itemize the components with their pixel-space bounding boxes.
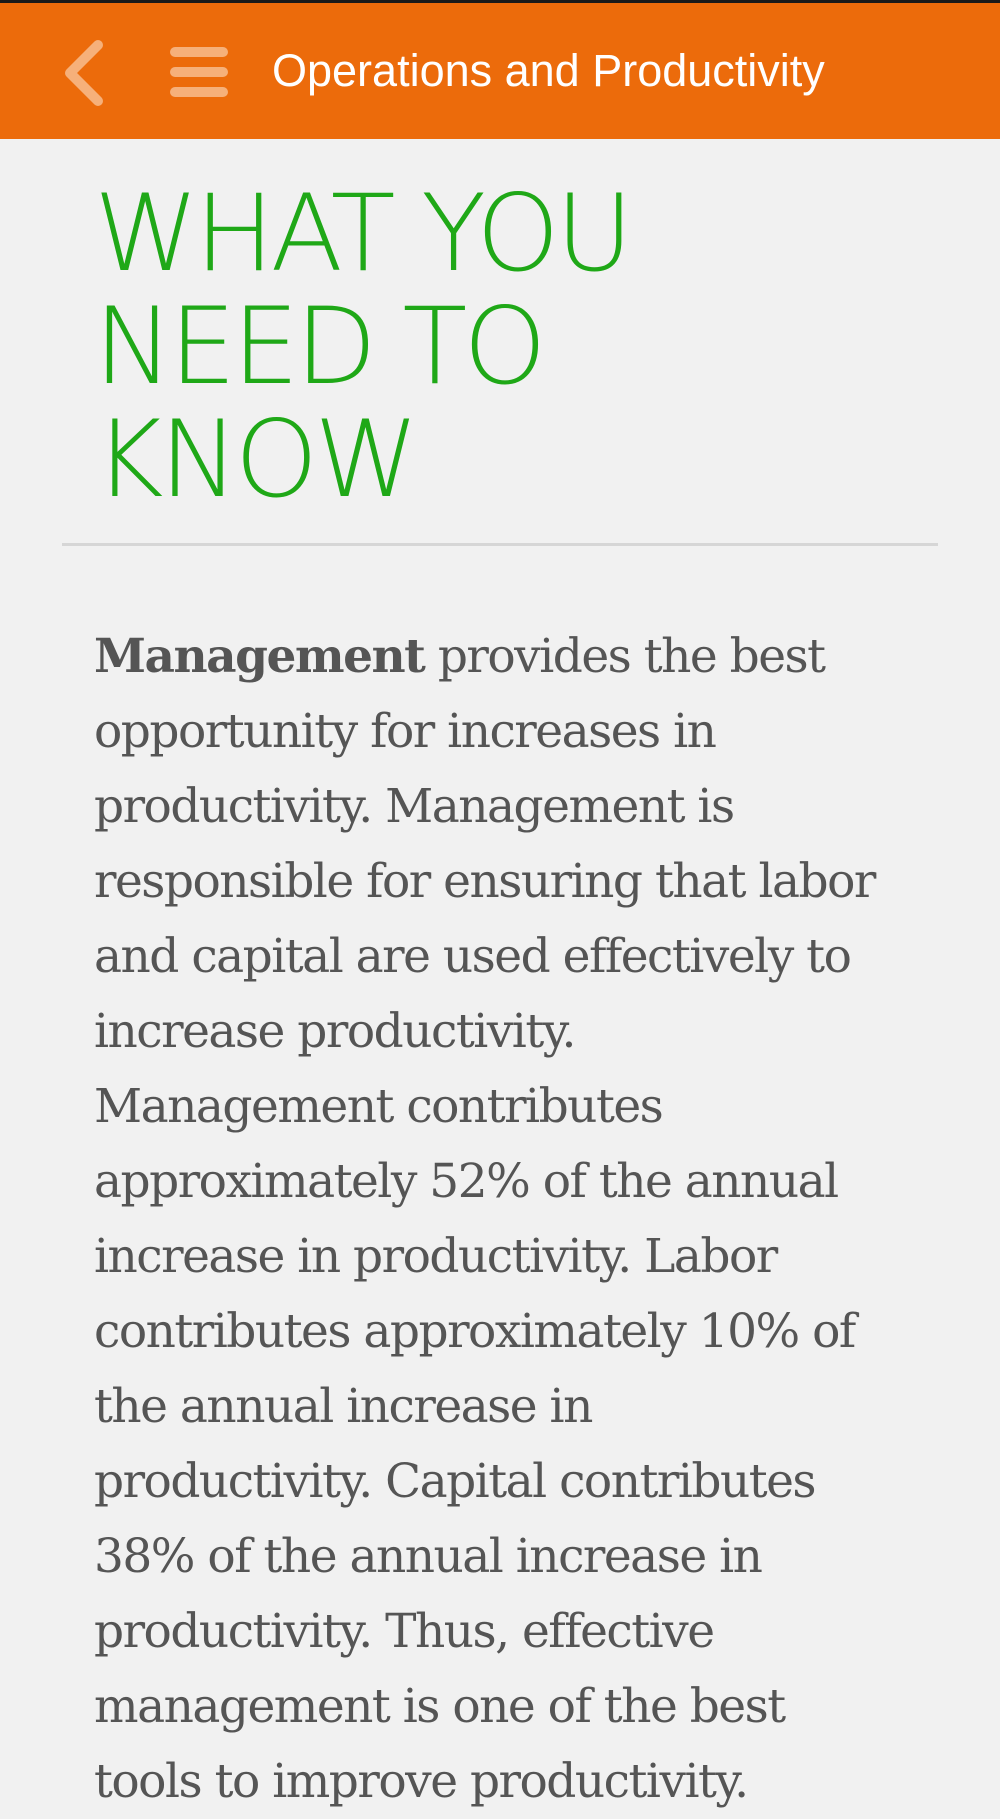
body-line: increase in productivity. Labor — [94, 1229, 777, 1284]
section-heading — [94, 172, 794, 521]
body-line: approximately 52% of the annual — [94, 1154, 838, 1209]
section-heading-line: WHAT YOU — [94, 172, 630, 295]
body-line: productivity. Capital contributes — [94, 1454, 816, 1509]
lead-term: Management — [94, 629, 425, 684]
body-line: 38% of the annual increase in — [94, 1529, 762, 1584]
body-line: responsible for ensuring that labor — [94, 854, 875, 909]
body-line: tools to improve productivity. — [94, 1754, 748, 1809]
back-button[interactable] — [56, 33, 116, 113]
body-line: increase productivity. — [94, 1004, 575, 1059]
hamburger-menu-icon — [164, 41, 234, 103]
body-line: opportunity for increases in — [94, 704, 716, 759]
body-line — [94, 619, 954, 694]
section-heading-line: NEED TO — [94, 285, 543, 408]
menu-button[interactable] — [164, 41, 234, 103]
body-line: productivity. Thus, effective — [94, 1604, 714, 1659]
body-line-text: provides the best — [424, 629, 825, 684]
body-line: contributes approximately 10% of — [94, 1304, 855, 1359]
article-body — [94, 619, 954, 1819]
article-content — [0, 139, 1000, 1809]
section-heading-line: KNOW — [94, 398, 416, 521]
divider — [62, 543, 938, 546]
body-line: Management contributes — [94, 1079, 663, 1134]
body-line: and capital are used effectively to — [94, 929, 851, 984]
chevron-left-icon — [56, 33, 116, 113]
body-line: productivity. Management is — [94, 779, 734, 834]
top-app-bar — [0, 0, 1000, 139]
body-line: the annual increase in — [94, 1379, 592, 1434]
body-line: management is one of the best — [94, 1679, 785, 1734]
page-title: Operations and Productivity — [272, 45, 825, 96]
